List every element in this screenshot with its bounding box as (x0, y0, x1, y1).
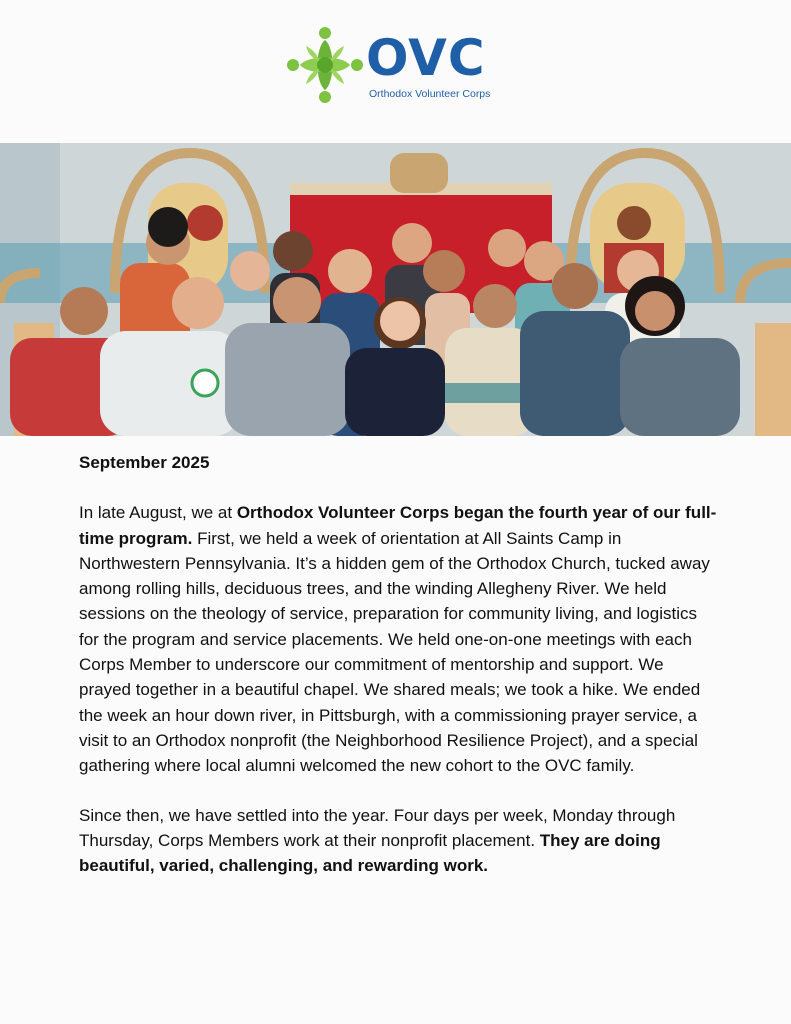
p1-rest: First, we held a week of orientation at All Saints Camp in Northwestern Pennsylvania. It’s a hidden gem of the Orthodox Church, tucked away among rolling hills, deciduous trees, and the winding Allegheny River. We held sessions on the theology of service, preparation for community living, and logistics for the program and service placements. We held one-on-one meetings with each Corps Member to underscore our commitment of mentorship and support. We prayed together in a beautiful chapel. We shared meals; we took a hike. We ended the week an hour down river, in Pittsburgh, with a commissioning prayer service, a visit to an Orthodox nonprofit (the Neighborhood Resilience Project), and a special gathering where local alumni welcomed the new cohort to the OVC family. (79, 528, 710, 776)
p2-text: Since then, we have settled into the year. Four days per week, Monday through Thursday, Corps Members work at their nonprofit placement. (79, 805, 676, 850)
green-cross-of-people-icon (286, 26, 364, 104)
paragraph-placements (79, 803, 719, 879)
ovc-logo (286, 26, 511, 106)
logo-wordmark: OVC (366, 29, 486, 87)
newsletter-date: September 2025 (79, 453, 210, 472)
header (0, 0, 791, 143)
p2-bold: They are doing beautiful, varied, challenging, and rewarding work. (79, 830, 661, 876)
group-photo (0, 143, 791, 436)
newsletter-body (79, 450, 719, 902)
paragraph-orientation (79, 500, 719, 778)
p1-bold: Orthodox Volunteer Corps began the fourth year of our full-time program. (79, 503, 717, 548)
logo-subtitle: Orthodox Volunteer Corps (369, 88, 491, 100)
p1-lead: In late August, we at (79, 503, 237, 523)
